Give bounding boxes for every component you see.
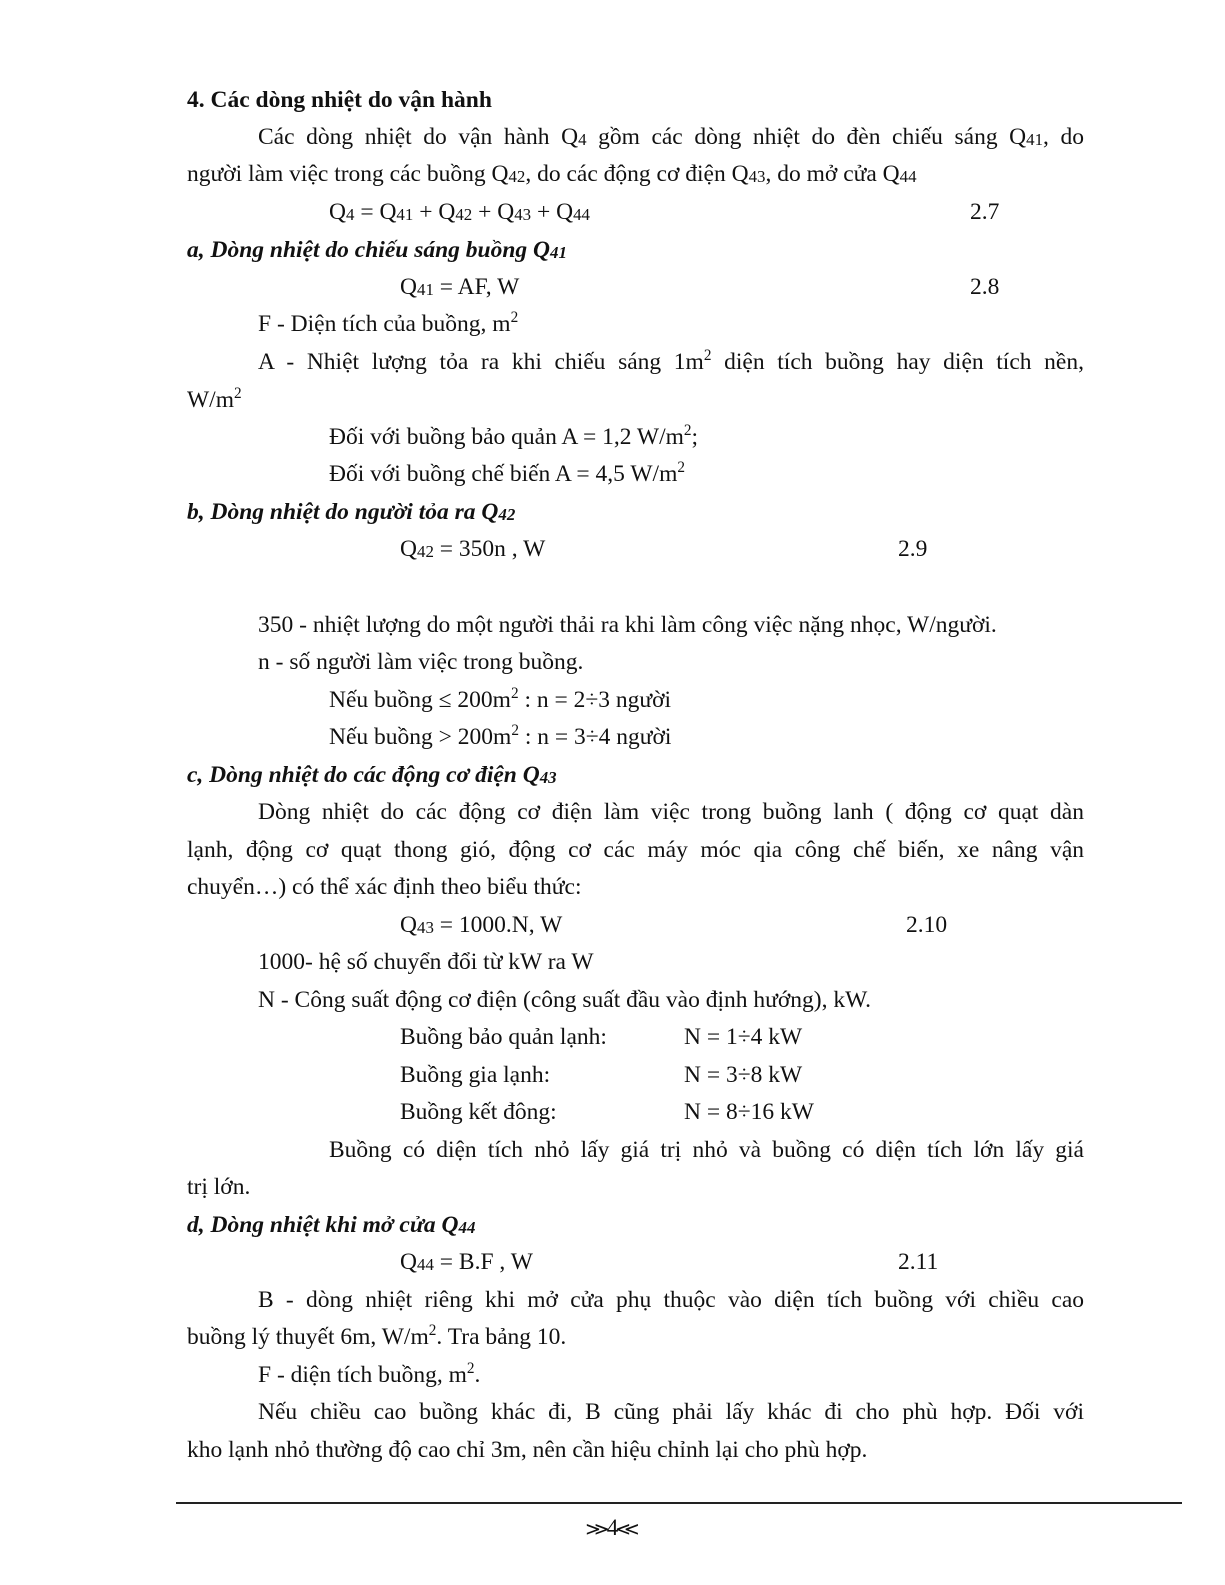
case-large-room: Nếu buồng > $200m^2$ : n = 3÷4 người xyxy=(329,722,672,750)
definition-f: F - diện tích buồng, $m^2$. xyxy=(258,1360,481,1388)
subsection-b-title: b, Dòng nhiệt do người tỏa ra $Q_{42}$ xyxy=(187,499,516,525)
equation-2-11: $Q_{44} = B.F$ , W xyxy=(400,1249,533,1275)
case-processing-room: Đối với buồng chế biến A = 4,5 $W/m^2$ xyxy=(329,459,685,487)
power-value: N = 1÷4 kW xyxy=(684,1024,803,1050)
note-line: Buồng có diện tích nhỏ lấy giá trị nhỏ và buồng có diện tích lớn lấy giá xyxy=(329,1137,1084,1163)
definition-b-line-2: buồng lý thuyết 6m, $W/m^2$. Tra bảng 10. xyxy=(187,1322,567,1350)
left-ornament-icon: ≫ xyxy=(585,1519,610,1539)
room-type: Buồng bảo quản lạnh: xyxy=(400,1024,607,1050)
equation-2-10: $Q_{43} = 1000.N$, W xyxy=(400,912,563,938)
definition-b-line-1: B - dòng nhiệt riêng khi mở cửa phụ thuộc vào diện tích buồng với chiều cao xyxy=(258,1287,1084,1313)
subsection-c-title: c, Dòng nhiệt do các động cơ điện $Q_{43}$ xyxy=(187,762,557,788)
section-heading: 4. Các dòng nhiệt do vận hành xyxy=(187,87,492,113)
definition-n-power: N - Công suất động cơ điện (công suất đầu vào định hướng), kW. xyxy=(258,987,872,1013)
note-line: trị lớn. xyxy=(187,1174,251,1200)
room-type: Buồng kết đông: xyxy=(400,1099,557,1125)
definition-a-line-1: A - Nhiệt lượng tỏa ra khi chiếu sáng $1m^2$ diện tích buồng hay diện tích nền, xyxy=(258,347,1084,375)
equation-2-9: $Q_{42} = 350n$ , W xyxy=(400,536,546,562)
equation-number: 2.10 xyxy=(906,912,948,938)
definition-350: 350 - nhiệt lượng do một người thải ra khi làm công việc nặng nhọc, W/người. xyxy=(258,612,997,638)
equation-number: 2.8 xyxy=(970,274,1000,300)
subsection-d-title: d, Dòng nhiệt khi mở cửa $Q_{44}$ xyxy=(187,1212,476,1238)
intro-line-1: Các dòng nhiệt do vận hành $Q_4$ gồm các dòng nhiệt do đèn chiếu sáng $Q_{41}$, do xyxy=(258,124,1084,150)
definition-f: F - Diện tích của buồng, $m^2$ xyxy=(258,309,519,337)
equation-2-8: $Q_{41}$ = AF, W xyxy=(400,274,520,300)
equation-number: 2.7 xyxy=(970,199,1000,225)
page-footer xyxy=(0,1513,1225,1544)
paragraph-line: chuyển…) có thể xác định theo biểu thức: xyxy=(187,874,582,900)
note-line: Nếu chiều cao buồng khác đi, B cũng phải lấy khác đi cho phù hợp. Đối với xyxy=(258,1399,1084,1425)
footer-rule xyxy=(176,1502,1182,1504)
equation-number: 2.9 xyxy=(898,536,928,562)
paragraph-line: lạnh, động cơ quạt thong gió, động cơ các máy móc qia công chế biến, xe nâng vận xyxy=(187,837,1084,863)
power-value: N = 8÷16 kW xyxy=(684,1099,814,1125)
case-small-room: Nếu buồng ≤ $200m^2$ : n = 2÷3 người xyxy=(329,685,672,713)
definition-1000: 1000- hệ số chuyển đổi từ kW ra W xyxy=(258,949,594,975)
power-value: N = 3÷8 kW xyxy=(684,1062,803,1088)
definition-n: n - số người làm việc trong buồng. xyxy=(258,649,584,675)
page-number: 4 xyxy=(606,1515,619,1540)
subsection-a-title: a, Dòng nhiệt do chiếu sáng buồng $Q_{41}$ xyxy=(187,237,567,263)
right-ornament-icon: ≪ xyxy=(615,1519,640,1539)
equation-number: 2.11 xyxy=(898,1249,939,1275)
case-storage-room: Đối với buồng bảo quản A = 1,2 $W/m^2$; xyxy=(329,422,699,450)
room-type: Buồng gia lạnh: xyxy=(400,1062,551,1088)
note-line: kho lạnh nhỏ thường độ cao chỉ 3m, nên cần hiệu chỉnh lại cho phù hợp. xyxy=(187,1437,868,1463)
intro-line-2: người làm việc trong các buồng $Q_{42}$, do các động cơ điện $Q_{43}$, do mở cửa $Q_{44}$ xyxy=(187,161,917,187)
paragraph-line: Dòng nhiệt do các động cơ điện làm việc trong buồng lanh ( động cơ quạt dàn xyxy=(258,799,1084,825)
equation-2-7: $Q_4 = Q_{41} + Q_{42} + Q_{43} + Q_{44}$ xyxy=(329,199,590,225)
definition-a-line-2: $W/m^2$ xyxy=(187,385,242,413)
